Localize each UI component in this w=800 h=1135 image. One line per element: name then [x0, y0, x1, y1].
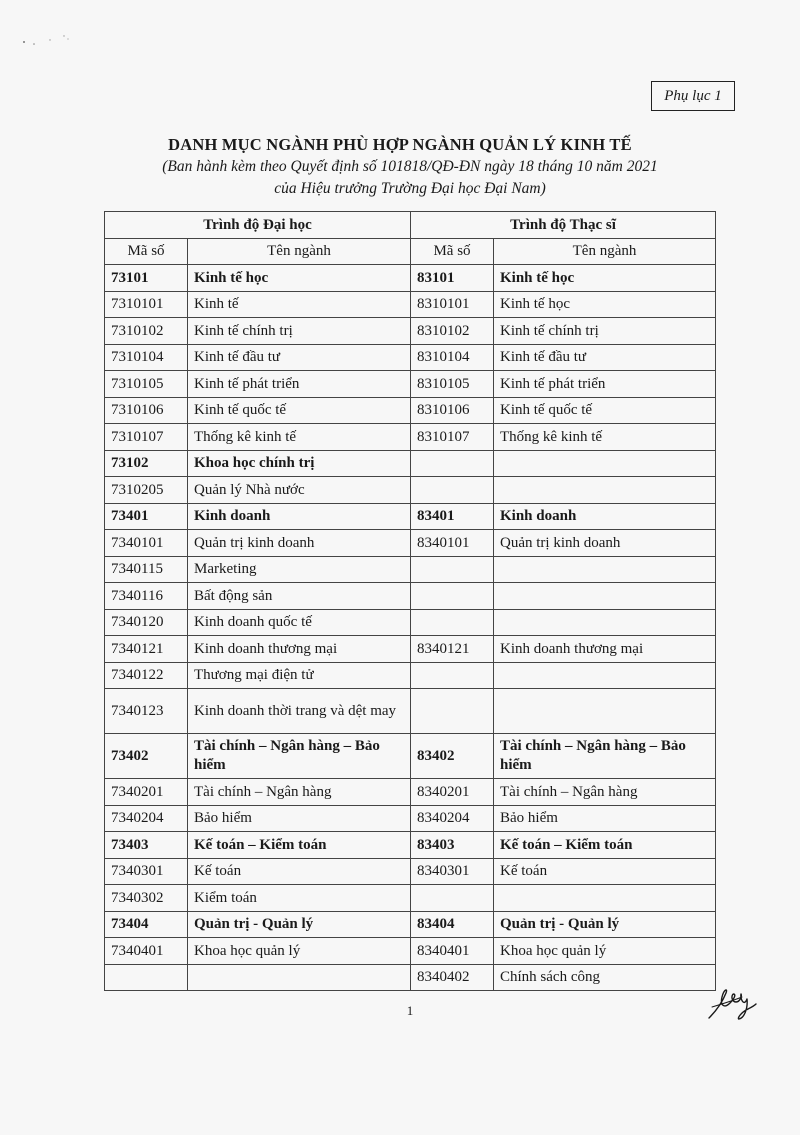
cell-master-major: Kinh doanh thương mại: [494, 636, 716, 663]
cell-master-code: [411, 609, 494, 636]
cell-undergraduate-major: Kinh doanh: [188, 503, 411, 530]
cell-undergraduate-major: [188, 964, 411, 991]
page-number: 1: [406, 1003, 414, 1018]
table-row: [105, 371, 716, 398]
column-header-code: Mã số: [105, 238, 188, 265]
cell-undergraduate-code: 73102: [105, 450, 188, 477]
cell-undergraduate-code: 7340116: [105, 583, 188, 610]
appendix-label: Phụ lục 1: [651, 81, 735, 111]
cell-undergraduate-major: Kinh tế học: [188, 265, 411, 292]
cell-undergraduate-code: 73402: [105, 734, 188, 779]
cell-master-code: 83401: [411, 503, 494, 530]
table-row: [105, 424, 716, 451]
cell-undergraduate-code: 7340401: [105, 938, 188, 965]
cell-undergraduate-code: 7340204: [105, 805, 188, 832]
cell-undergraduate-code: 7340101: [105, 530, 188, 557]
table-group-row: [105, 911, 716, 938]
cell-undergraduate-major: Marketing: [188, 556, 411, 583]
cell-undergraduate-code: 7310102: [105, 318, 188, 345]
cell-undergraduate-major: Quản trị kinh doanh: [188, 530, 411, 557]
table-row: [105, 609, 716, 636]
table-group-row: [105, 734, 716, 779]
group-header-master: Trình độ Thạc sĩ: [411, 212, 716, 239]
cell-master-code: 8310104: [411, 344, 494, 371]
cell-undergraduate-code: 7340302: [105, 885, 188, 912]
cell-master-code: 8310105: [411, 371, 494, 398]
table-group-row: [105, 265, 716, 292]
cell-master-code: 83101: [411, 265, 494, 292]
cell-undergraduate-major: Kinh doanh thương mại: [188, 636, 411, 663]
scan-specks: [20, 30, 80, 50]
cell-undergraduate-code: 7340120: [105, 609, 188, 636]
cell-master-code: 8340401: [411, 938, 494, 965]
cell-undergraduate-code: 7310106: [105, 397, 188, 424]
cell-master-major: Khoa học quản lý: [494, 938, 716, 965]
cell-master-code: 83402: [411, 734, 494, 779]
cell-undergraduate-code: 7340115: [105, 556, 188, 583]
table-group-row: [105, 832, 716, 859]
cell-undergraduate-code: [105, 964, 188, 991]
table-row: [105, 779, 716, 806]
cell-master-major: Quản trị kinh doanh: [494, 530, 716, 557]
cell-undergraduate-major: Thống kê kinh tế: [188, 424, 411, 451]
cell-master-code: 8310107: [411, 424, 494, 451]
table-row: [105, 556, 716, 583]
cell-undergraduate-major: Kinh tế: [188, 291, 411, 318]
cell-master-code: 8310106: [411, 397, 494, 424]
cell-undergraduate-code: 7310105: [105, 371, 188, 398]
cell-master-code: 8340201: [411, 779, 494, 806]
cell-master-major: Kinh doanh: [494, 503, 716, 530]
column-header-major-name: Tên ngành: [494, 238, 716, 265]
cell-master-code: 8340204: [411, 805, 494, 832]
cell-master-major: Kinh tế học: [494, 265, 716, 292]
cell-undergraduate-major: Quản trị - Quản lý: [188, 911, 411, 938]
document-subtitle-line1: (Ban hành kèm theo Quyết định số 101818/QĐ-ĐN ngày 18 tháng 10 năm 2021: [162, 158, 658, 175]
cell-undergraduate-major: Khoa học quản lý: [188, 938, 411, 965]
cell-master-code: 8340301: [411, 858, 494, 885]
table-row: [105, 344, 716, 371]
cell-undergraduate-major: Kinh tế đầu tư: [188, 344, 411, 371]
cell-master-major: [494, 477, 716, 504]
cell-undergraduate-code: 73403: [105, 832, 188, 859]
table-row: [105, 662, 716, 689]
table-row: [105, 938, 716, 965]
cell-undergraduate-code: 7340122: [105, 662, 188, 689]
cell-master-major: [494, 885, 716, 912]
table-row: [105, 805, 716, 832]
cell-undergraduate-major: Tài chính – Ngân hàng – Bảo hiểm: [188, 734, 411, 779]
cell-master-major: Kế toán: [494, 858, 716, 885]
cell-master-major: Kế toán – Kiểm toán: [494, 832, 716, 859]
cell-undergraduate-major: Kinh tế phát triển: [188, 371, 411, 398]
cell-master-major: [494, 556, 716, 583]
cell-master-major: Bảo hiểm: [494, 805, 716, 832]
cell-master-major: [494, 662, 716, 689]
column-header-major-name: Tên ngành: [188, 238, 411, 265]
cell-undergraduate-code: 7310107: [105, 424, 188, 451]
cell-master-major: [494, 450, 716, 477]
cell-master-major: Quản trị - Quản lý: [494, 911, 716, 938]
table-column-header-row: [105, 238, 716, 265]
cell-master-major: Tài chính – Ngân hàng: [494, 779, 716, 806]
table-row: [105, 689, 716, 734]
cell-master-major: Thống kê kinh tế: [494, 424, 716, 451]
cell-master-major: Kinh tế quốc tế: [494, 397, 716, 424]
group-header-undergraduate: Trình độ Đại học: [105, 212, 411, 239]
handwritten-signature-icon: [706, 985, 758, 1021]
table-row: [105, 583, 716, 610]
cell-undergraduate-code: 7340201: [105, 779, 188, 806]
cell-master-code: [411, 885, 494, 912]
cell-master-major: [494, 583, 716, 610]
cell-master-code: 83404: [411, 911, 494, 938]
cell-undergraduate-code: 7310101: [105, 291, 188, 318]
cell-master-code: [411, 556, 494, 583]
cell-master-major: Tài chính – Ngân hàng – Bảo hiểm: [494, 734, 716, 779]
cell-master-code: 8340121: [411, 636, 494, 663]
cell-master-major: [494, 609, 716, 636]
cell-undergraduate-major: Kinh doanh thời trang và dệt may: [188, 689, 411, 734]
cell-undergraduate-major: Kế toán: [188, 858, 411, 885]
cell-undergraduate-code: 7310205: [105, 477, 188, 504]
table-row: [105, 291, 716, 318]
table-row: [105, 885, 716, 912]
cell-master-code: [411, 450, 494, 477]
cell-undergraduate-major: Kinh tế quốc tế: [188, 397, 411, 424]
cell-undergraduate-code: 73101: [105, 265, 188, 292]
cell-master-major: [494, 689, 716, 734]
cell-master-code: 8340402: [411, 964, 494, 991]
cell-undergraduate-major: Thương mại điện tử: [188, 662, 411, 689]
cell-undergraduate-major: Bảo hiểm: [188, 805, 411, 832]
cell-master-code: 8340101: [411, 530, 494, 557]
cell-undergraduate-major: Bất động sản: [188, 583, 411, 610]
column-header-code: Mã số: [411, 238, 494, 265]
cell-undergraduate-major: Tài chính – Ngân hàng: [188, 779, 411, 806]
cell-master-major: Chính sách công: [494, 964, 716, 991]
table-row: [105, 477, 716, 504]
cell-undergraduate-major: Kinh doanh quốc tế: [188, 609, 411, 636]
table-row: [105, 318, 716, 345]
table-group-header-row: [105, 212, 716, 239]
cell-master-code: [411, 689, 494, 734]
cell-undergraduate-code: 7340121: [105, 636, 188, 663]
cell-master-major: Kinh tế học: [494, 291, 716, 318]
document-title: DANH MỤC NGÀNH PHÙ HỢP NGÀNH QUẢN LÝ KINH TẾ: [168, 135, 632, 154]
cell-undergraduate-code: 73404: [105, 911, 188, 938]
cell-undergraduate-major: Khoa học chính trị: [188, 450, 411, 477]
table-row: [105, 964, 716, 991]
cell-undergraduate-major: Kinh tế chính trị: [188, 318, 411, 345]
cell-undergraduate-code: 7340123: [105, 689, 188, 734]
cell-undergraduate-code: 7340301: [105, 858, 188, 885]
cell-undergraduate-code: 7310104: [105, 344, 188, 371]
table-group-row: [105, 450, 716, 477]
cell-master-major: Kinh tế đầu tư: [494, 344, 716, 371]
cell-master-code: 83403: [411, 832, 494, 859]
cell-undergraduate-code: 73401: [105, 503, 188, 530]
cell-undergraduate-major: Kiểm toán: [188, 885, 411, 912]
cell-master-major: Kinh tế phát triển: [494, 371, 716, 398]
cell-master-code: [411, 662, 494, 689]
table-row: [105, 397, 716, 424]
cell-master-code: 8310101: [411, 291, 494, 318]
cell-undergraduate-major: Kế toán – Kiểm toán: [188, 832, 411, 859]
cell-master-code: [411, 477, 494, 504]
cell-master-code: 8310102: [411, 318, 494, 345]
table-group-row: [105, 503, 716, 530]
cell-undergraduate-major: Quản lý Nhà nước: [188, 477, 411, 504]
table-row: [105, 530, 716, 557]
cell-master-code: [411, 583, 494, 610]
table-body: [105, 265, 716, 991]
table-row: [105, 636, 716, 663]
table-row: [105, 858, 716, 885]
majors-table: [104, 211, 716, 991]
cell-master-major: Kinh tế chính trị: [494, 318, 716, 345]
document-subtitle-line2: của Hiệu trưởng Trường Đại học Đại Nam): [274, 180, 546, 197]
